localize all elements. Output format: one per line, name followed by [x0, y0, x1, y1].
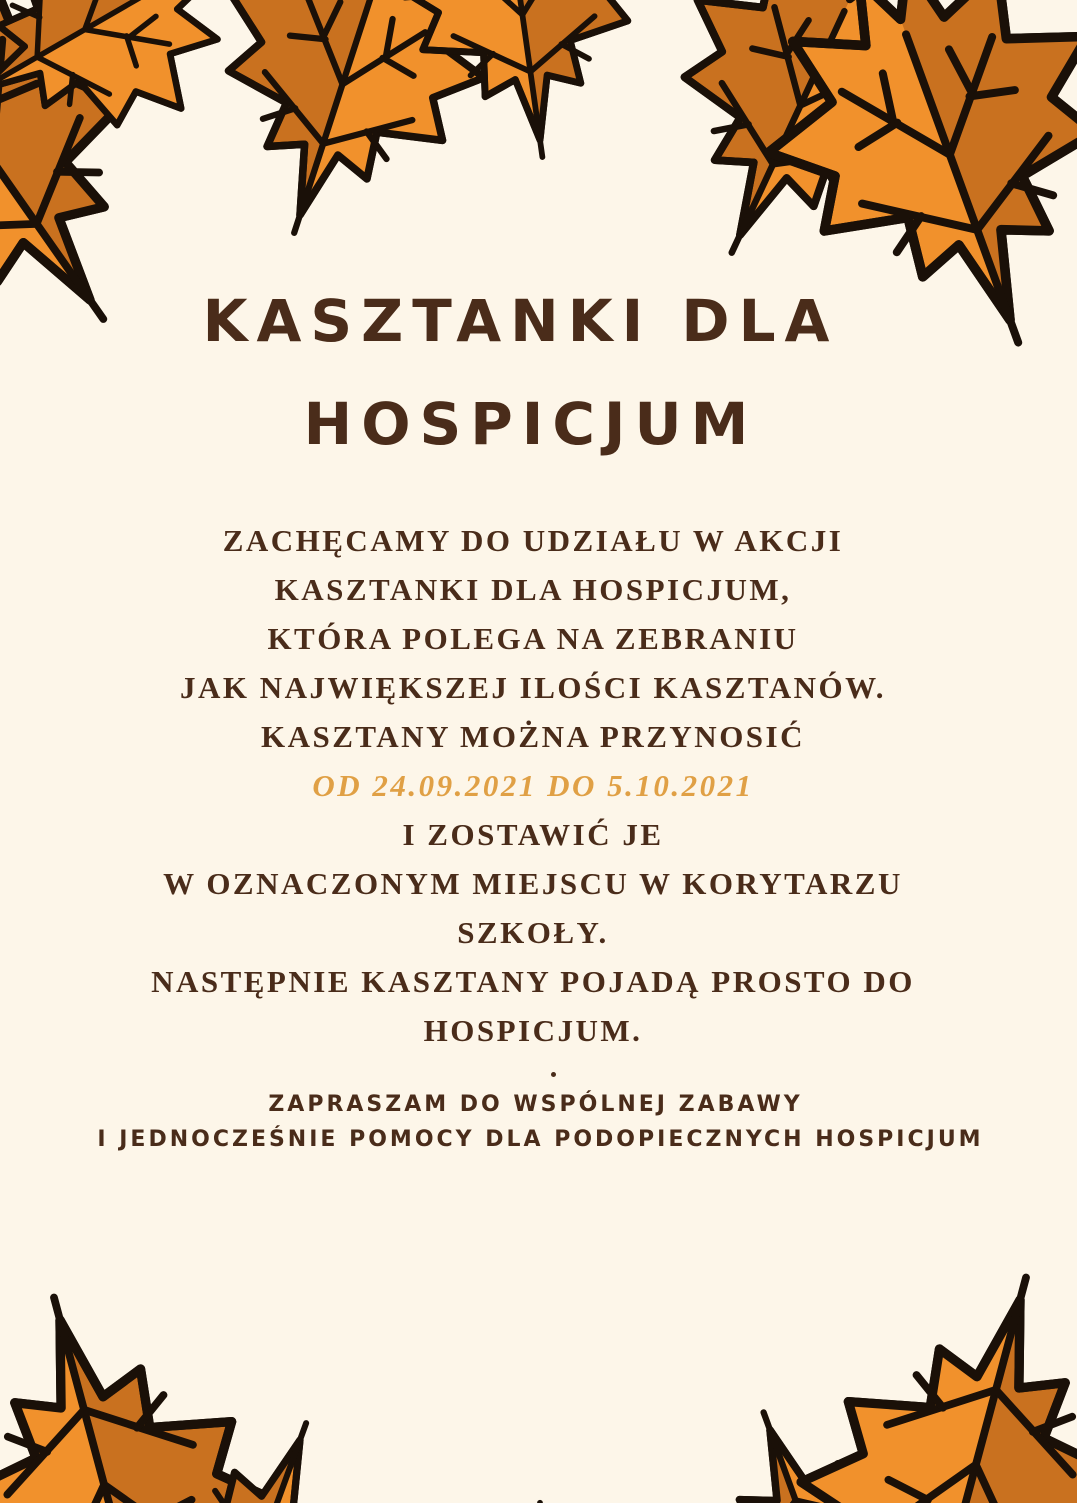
- decorative-dot: [551, 1072, 556, 1077]
- maple-leaf-icon: [0, 1255, 312, 1503]
- body-line: NASTĘPNIE KASZTANY POJADĄ PROSTO DO: [151, 964, 915, 999]
- body-line: W OZNACZONYM MIEJSCU W KORYTARZU: [163, 866, 903, 901]
- body-line: ZACHĘCAMY DO UDZIAŁU W AKCJI: [222, 523, 844, 558]
- title-line-1: KASZTANKI DLA: [202, 287, 839, 355]
- maple-leaf-icon: [768, 1235, 1077, 1503]
- title-line-2: HOSPICJUM: [303, 390, 758, 458]
- body-line: KASZTANY MOŻNA PRZYNOSIĆ: [261, 719, 805, 754]
- body-line: JAK NAJWIĘKSZEJ ILOŚCI KASZTANÓW.: [179, 670, 887, 705]
- announcement-body: [0, 516, 1077, 1055]
- body-line: I ZOSTAWIĆ JE: [402, 817, 664, 852]
- invitation-line-1: ZAPRASZAM DO WSPÓLNEJ ZABAWY: [268, 1092, 803, 1117]
- date-range: OD 24.09.2021 DO 5.10.2021: [312, 768, 754, 803]
- body-line: KASZTANKI DLA HOSPICJUM,: [274, 572, 792, 607]
- invitation-line-2: I JEDNOCZEŚNIE POMOCY DLA PODOPIECZNYCH HOSPICJUM: [97, 1127, 984, 1152]
- body-line: KTÓRA POLEGA NA ZEBRANIU: [267, 621, 799, 656]
- body-line: SZKOŁY.: [457, 915, 609, 950]
- body-line: HOSPICJUM.: [423, 1013, 643, 1048]
